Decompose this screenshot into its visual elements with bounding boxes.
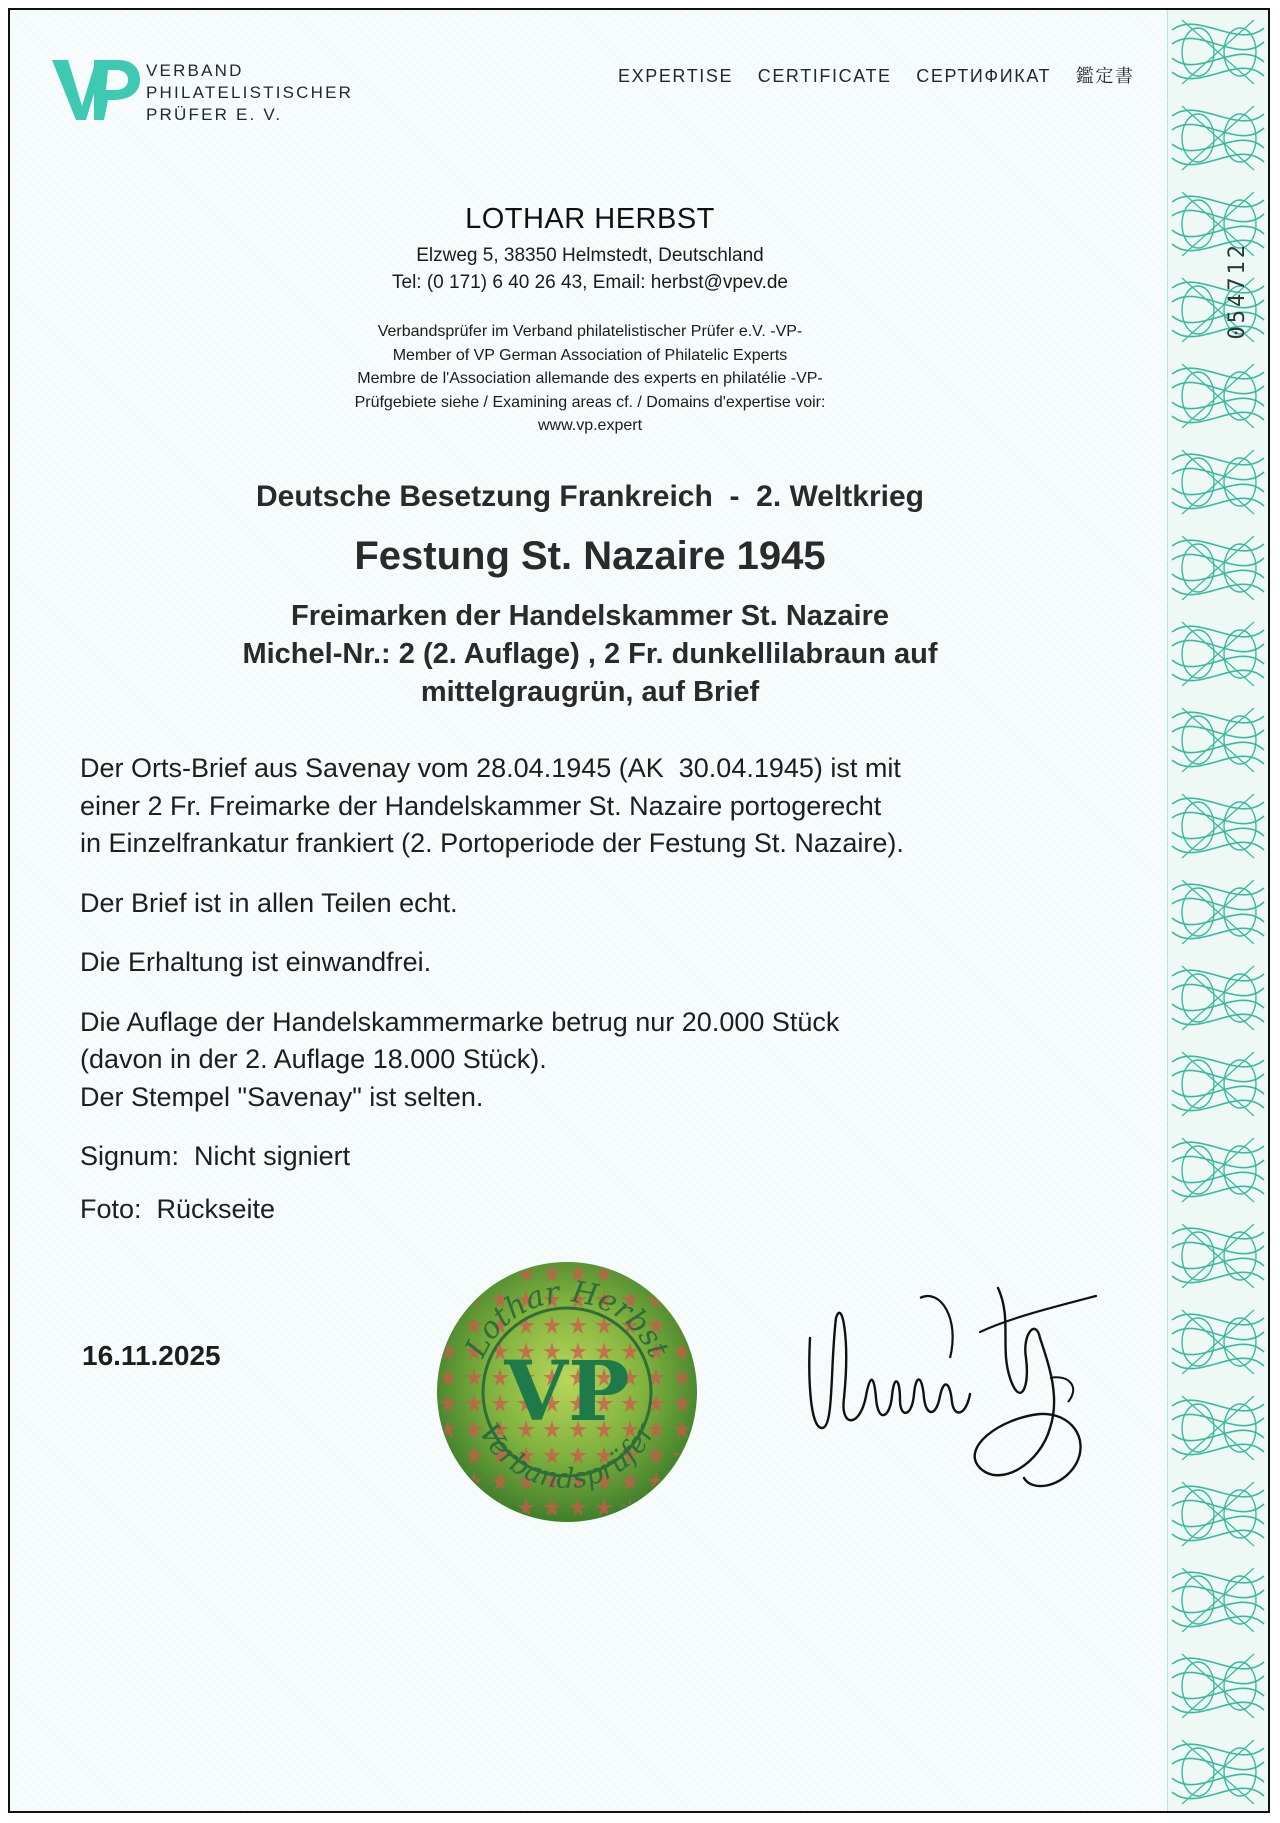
certificate-headings (10, 480, 1170, 711)
certificate-labels (618, 62, 1153, 88)
membership-line: Prüfgebiete siehe / Examining areas cf. / Domains d'expertise voir: (354, 393, 826, 411)
edition-line: (davon in der 2. Auflage 18.000 Stück). (80, 1044, 547, 1074)
serial-number: 054712 (1225, 242, 1250, 340)
area-heading: Deutsche Besetzung Frankreich - 2. Weltkrieg (256, 480, 924, 513)
membership-info (10, 320, 1170, 438)
signature-icon (800, 1278, 1110, 1498)
description-line: in Einzelfrankatur frankiert (2. Portoperiode der Festung St. Nazaire). (80, 828, 904, 858)
certificate-date: 16.11.2025 (82, 1340, 221, 1371)
certificate-page (8, 8, 1270, 1813)
edition-line: Der Stempel "Savenay" ist selten. (80, 1081, 484, 1112)
vp-logo-icon (48, 54, 142, 124)
expert-info (10, 203, 1170, 438)
label-kanteisho: 鑑定書 (1075, 66, 1135, 86)
label-expertise: EXPERTISE (618, 66, 734, 86)
association-line: PHILATELISTISCHER (146, 83, 354, 102)
association-name (146, 60, 353, 126)
condition-statement: Die Erhaltung ist einwandfrei. (80, 947, 432, 977)
security-pattern-icon (1168, 10, 1268, 1813)
foto-line: Foto: Rückseite (80, 1193, 276, 1224)
association-line: PRÜFER E. V. (146, 105, 283, 124)
label-certificate: CERTIFICATE (757, 66, 892, 86)
website-link[interactable]: www.vp.expert (537, 417, 643, 434)
expert-address: Elzweg 5, 38350 Helmstedt, Deutschland (416, 245, 764, 266)
seal-bottom-text: Verbandsprüfer (472, 1417, 662, 1496)
membership-line: Member of VP German Association of Philatelic Experts (392, 346, 788, 364)
seal-top-text: Lothar Herbst (458, 1274, 676, 1364)
membership-line: Verbandsprüfer im Verband philatelistischer Prüfer e.V. -VP- (377, 323, 803, 340)
stamp-line: Michel-Nr.: 2 (2. Auflage) , 2 Fr. dunkellilabraun auf (242, 638, 938, 670)
edition-line: Die Auflage der Handelskammermarke betrug nur 20.000 Stück (80, 1006, 840, 1037)
genuine-statement: Der Brief ist in allen Teilen echt. (80, 887, 458, 918)
association-line: VERBAND (146, 61, 244, 80)
expert-name: LOTHAR HERBST (465, 203, 715, 235)
signum-line: Signum: Nicht signiert (80, 1141, 351, 1171)
hologram-seal-icon (435, 1260, 699, 1524)
security-border (1167, 10, 1268, 1811)
expert-contact: Tel: (0 171) 6 40 26 43, Email: herbst@vpev.de (392, 272, 788, 293)
certificate-body (80, 750, 1100, 1228)
description-line: einer 2 Fr. Freimarke der Handelskammer St. Nazaire portogerecht (80, 790, 882, 821)
stamp-description (10, 597, 1170, 711)
stamp-line: mittelgraugrün, auf Brief (420, 676, 760, 708)
stamp-line: Freimarken der Handelskammer St. Nazaire (291, 600, 889, 632)
description-line: Der Orts-Brief aus Savenay vom 28.04.1945 (AK 30.04.1945) ist mit (80, 753, 901, 783)
label-sertifikat: СЕРТИФИКАТ (916, 66, 1052, 86)
main-heading: Festung St. Nazaire 1945 (354, 534, 826, 578)
seal-monogram: VP (504, 1344, 630, 1440)
membership-line: Membre de l'Association allemande des experts en philatélie -VP- (357, 370, 823, 387)
